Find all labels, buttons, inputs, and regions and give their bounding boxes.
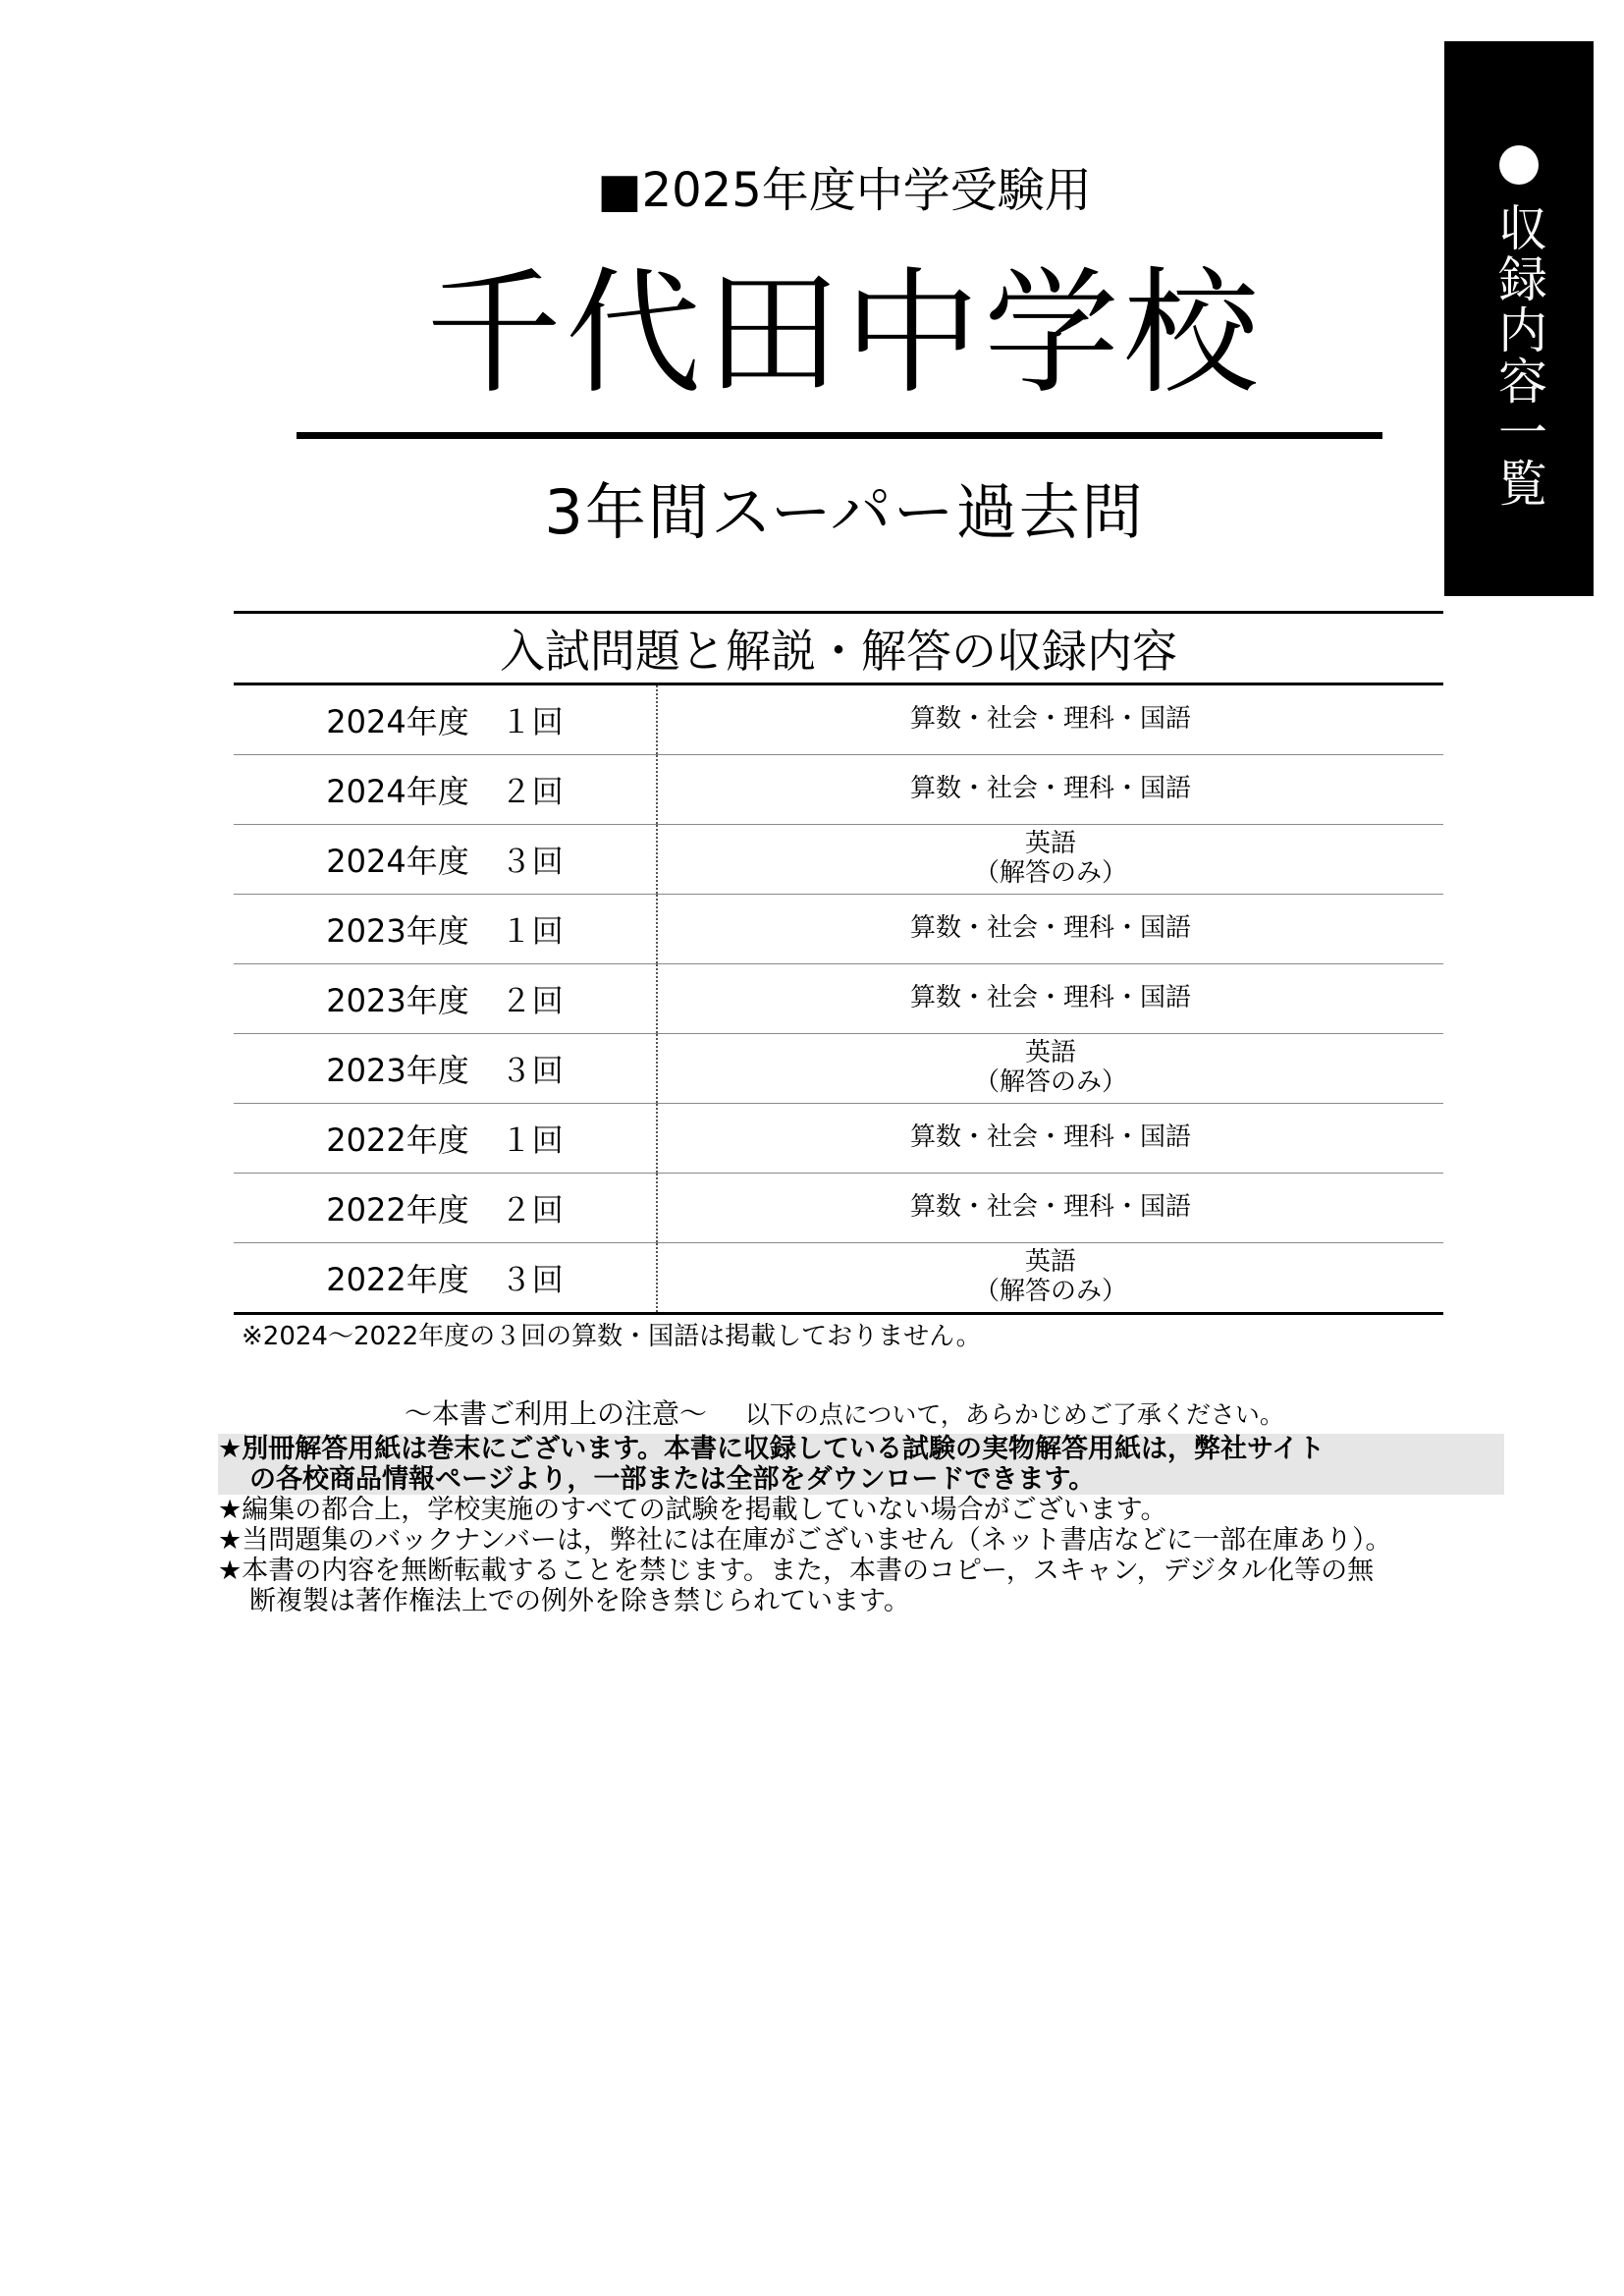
table-row bbox=[234, 895, 1443, 964]
subjects-note: （解答のみ） bbox=[973, 1067, 1127, 1097]
notice-heading-text: ～本書ご利用上の注意～ bbox=[405, 1397, 708, 1430]
subjects-cell bbox=[658, 825, 1443, 894]
year-cell: 2023年度 １回 bbox=[234, 895, 658, 963]
note-line: ★別冊解答用紙は巻末にございます。本書に収録している試験の実物解答用紙は，弊社サイト bbox=[218, 1434, 1326, 1464]
subjects-text: 算数・社会・理科・国語 bbox=[909, 1122, 1191, 1153]
subjects-text: 英語 bbox=[1024, 1247, 1076, 1278]
contents-table bbox=[234, 611, 1443, 1315]
subjects-cell bbox=[658, 1174, 1443, 1242]
table-row bbox=[234, 755, 1443, 825]
book-subtitle: 3年間スーパー過去問 bbox=[544, 476, 1145, 548]
note-item bbox=[218, 1556, 1504, 1616]
year-cell: 2024年度 １回 bbox=[234, 685, 658, 754]
year-cell: 2022年度 １回 bbox=[234, 1104, 658, 1173]
note-item bbox=[218, 1525, 1504, 1556]
notice-subheading-text: 以下の点について，あらかじめご了承ください。 bbox=[744, 1400, 1284, 1429]
table-footnote: ※2024～2022年度の３回の算数・国語は掲載しておりません。 bbox=[242, 1322, 982, 1351]
year-cell: 2022年度 ２回 bbox=[234, 1174, 658, 1242]
subjects-cell bbox=[658, 964, 1443, 1033]
note-line: ★本書の内容を無断転載することを禁じます。また，本書のコピー，スキャン，デジタル化等の無 bbox=[218, 1556, 1375, 1586]
year-cell: 2023年度 ２回 bbox=[234, 964, 658, 1033]
note-item bbox=[218, 1495, 1504, 1525]
subjects-cell bbox=[658, 1243, 1443, 1312]
side-tab-label: 収録内容一覧 bbox=[1490, 202, 1547, 509]
table-row bbox=[234, 1243, 1443, 1315]
subjects-cell bbox=[658, 1104, 1443, 1173]
note-line: ★当問題集のバックナンバーは，弊社には在庫がございません（ネット書店などに一部在庫あり）。 bbox=[218, 1525, 1392, 1556]
table-row bbox=[234, 685, 1443, 755]
note-line: の各校商品情報ページより，一部または全部をダウンロードできます。 bbox=[249, 1464, 1096, 1495]
subjects-note: （解答のみ） bbox=[973, 1277, 1127, 1306]
usage-notice-heading bbox=[405, 1393, 1284, 1432]
subjects-cell bbox=[658, 1034, 1443, 1103]
year-cell: 2022年度 ３回 bbox=[234, 1243, 658, 1312]
title-rule bbox=[297, 432, 1382, 439]
table-row bbox=[234, 825, 1443, 895]
subjects-text: 英語 bbox=[1024, 829, 1076, 859]
subjects-cell bbox=[658, 755, 1443, 824]
subjects-text: 算数・社会・理科・国語 bbox=[909, 774, 1191, 804]
year-cell: 2024年度 ２回 bbox=[234, 755, 658, 824]
subjects-text: 英語 bbox=[1024, 1038, 1076, 1068]
table-row bbox=[234, 964, 1443, 1034]
subjects-note: （解答のみ） bbox=[973, 858, 1127, 888]
table-row bbox=[234, 1174, 1443, 1243]
year-cell: 2023年度 ３回 bbox=[234, 1034, 658, 1103]
subjects-cell bbox=[658, 895, 1443, 963]
exam-year-label: ■2025年度中学受験用 bbox=[597, 163, 1092, 218]
usage-notes bbox=[218, 1434, 1504, 1616]
contents-table-title: 入試問題と解説・解答の収録内容 bbox=[234, 611, 1443, 685]
school-name: 千代田中学校 bbox=[425, 254, 1263, 412]
year-cell: 2024年度 ３回 bbox=[234, 825, 658, 894]
note-line: ★編集の都合上，学校実施のすべての試験を掲載していない場合がございます。 bbox=[218, 1495, 1167, 1525]
table-row bbox=[234, 1104, 1443, 1174]
subjects-text: 算数・社会・理科・国語 bbox=[909, 1192, 1191, 1223]
table-row bbox=[234, 1034, 1443, 1104]
subjects-text: 算数・社会・理科・国語 bbox=[909, 704, 1191, 735]
subjects-cell bbox=[658, 685, 1443, 754]
note-item bbox=[218, 1434, 1504, 1495]
subjects-text: 算数・社会・理科・国語 bbox=[909, 913, 1191, 944]
subjects-text: 算数・社会・理科・国語 bbox=[909, 983, 1191, 1013]
note-line: 断複製は著作権法上での例外を除き禁じられています。 bbox=[249, 1586, 910, 1616]
